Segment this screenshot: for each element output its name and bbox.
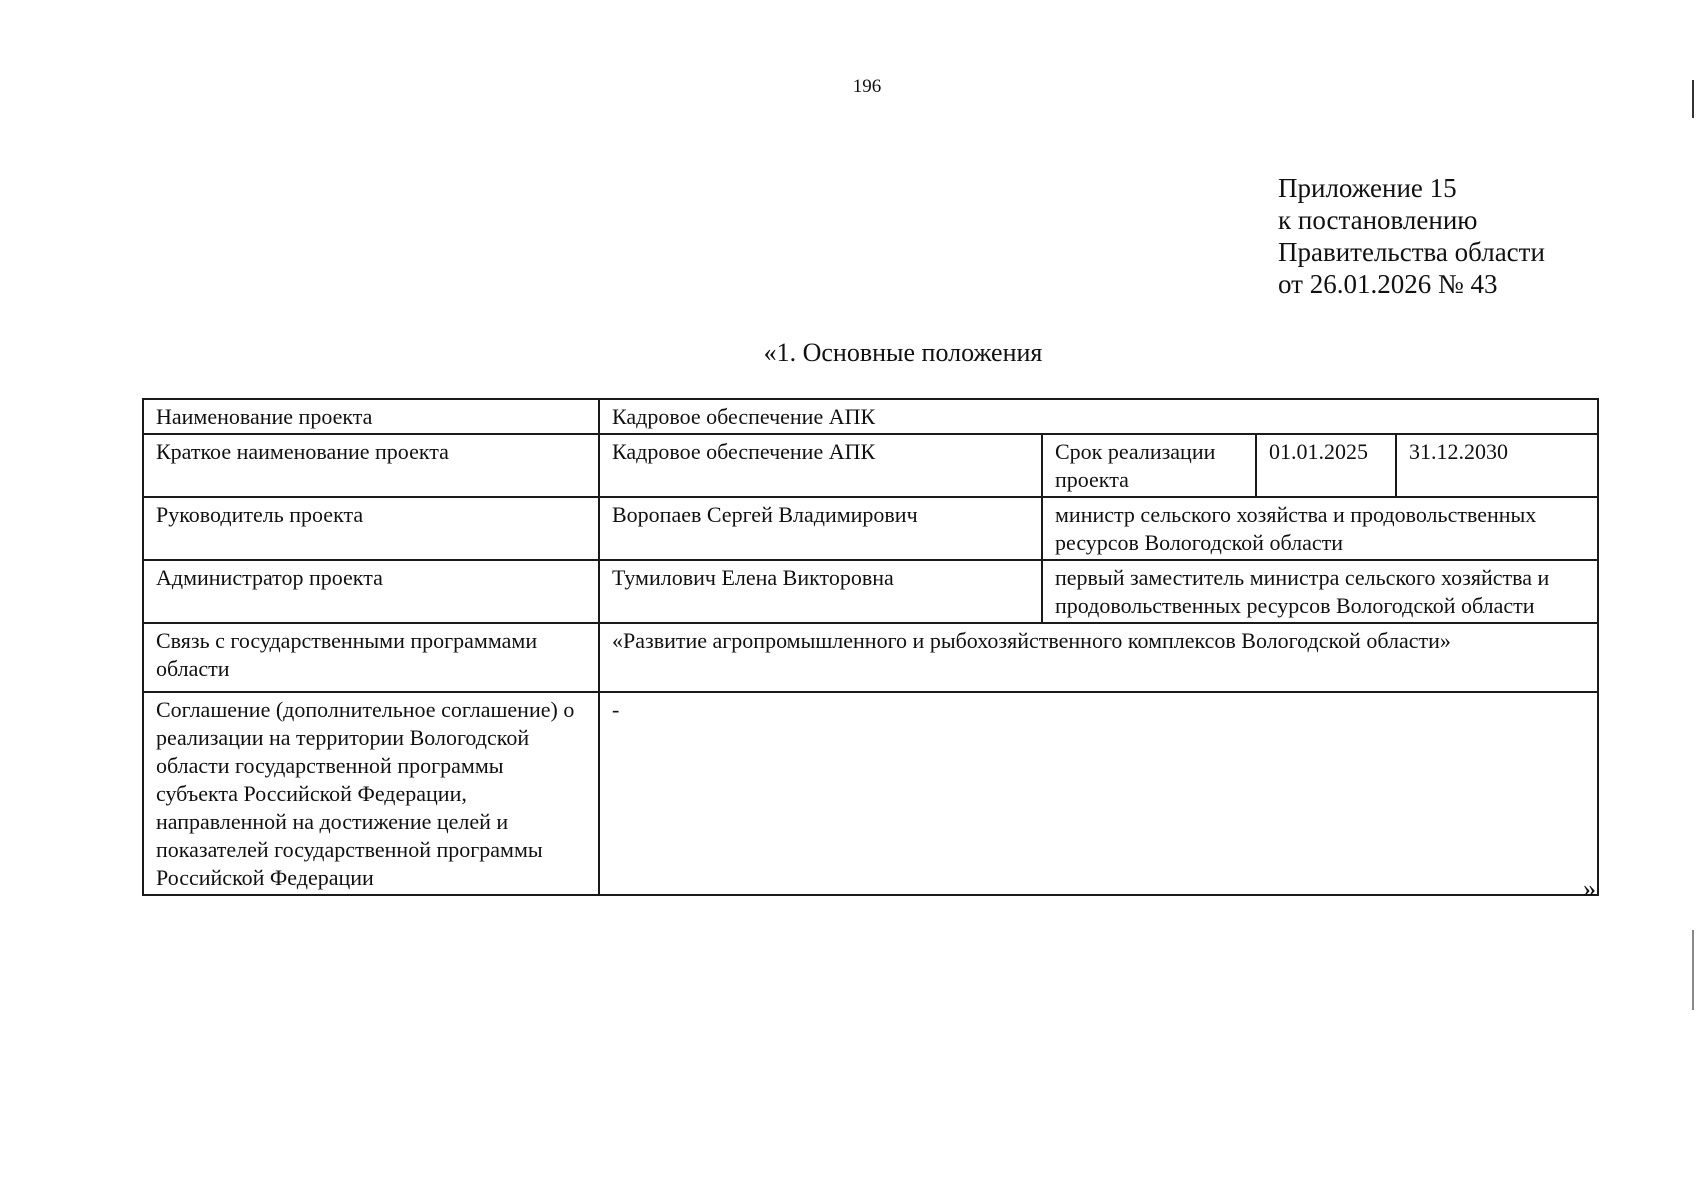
section-title: «1. Основные положения: [763, 338, 1043, 367]
table-row: [143, 623, 1598, 692]
appendix-line: Приложение 15: [1278, 173, 1457, 203]
project-table: [142, 398, 1599, 896]
row-label: Соглашение (дополнительное соглашение) о реализации на территории Вологодской области государственной программы субъекта Российской Федерации, направленной на достижение целей и показателей государственной программы Российской Федерации: [143, 692, 599, 895]
appendix-line: от 26.01.2026 № 43: [1278, 269, 1498, 299]
row-label: Связь с государственными программами области: [143, 623, 599, 692]
end-date: 31.12.2030: [1396, 434, 1598, 497]
term-label: Срок реализации проекта: [1042, 434, 1256, 497]
agreement-value: -: [599, 692, 1598, 895]
short-name-value: Кадровое обеспечение АПК: [599, 434, 1042, 497]
table-row: [143, 399, 1598, 434]
scan-edge-mark: [1692, 80, 1694, 118]
row-label: Наименование проекта: [143, 399, 599, 434]
appendix-line: Правительства области: [1278, 237, 1545, 267]
appendix-header: [1278, 172, 1545, 300]
closing-quote: »: [1583, 874, 1596, 903]
manager-position: министр сельского хозяйства и продовольственных ресурсов Вологодской области: [1042, 497, 1598, 560]
appendix-line: к постановлению: [1278, 205, 1478, 235]
page-number: 196: [852, 76, 882, 97]
table-row: [143, 692, 1598, 895]
row-label: Руководитель проекта: [143, 497, 599, 560]
administrator-position: первый заместитель министра сельского хозяйства и продовольственных ресурсов Вологодской области: [1042, 560, 1598, 623]
state-program-value: «Развитие агропромышленного и рыбохозяйственного комплексов Вологодской области»: [599, 623, 1598, 692]
administrator-name: Тумилович Елена Викторовна: [599, 560, 1042, 623]
row-label: Администратор проекта: [143, 560, 599, 623]
row-label: Краткое наименование проекта: [143, 434, 599, 497]
table-row: [143, 497, 1598, 560]
start-date: 01.01.2025: [1256, 434, 1396, 497]
table-row: [143, 560, 1598, 623]
scan-edge-mark: [1692, 930, 1694, 1010]
project-name-value: Кадровое обеспечение АПК: [599, 399, 1598, 434]
manager-name: Воропаев Сергей Владимирович: [599, 497, 1042, 560]
table-row: [143, 434, 1598, 497]
